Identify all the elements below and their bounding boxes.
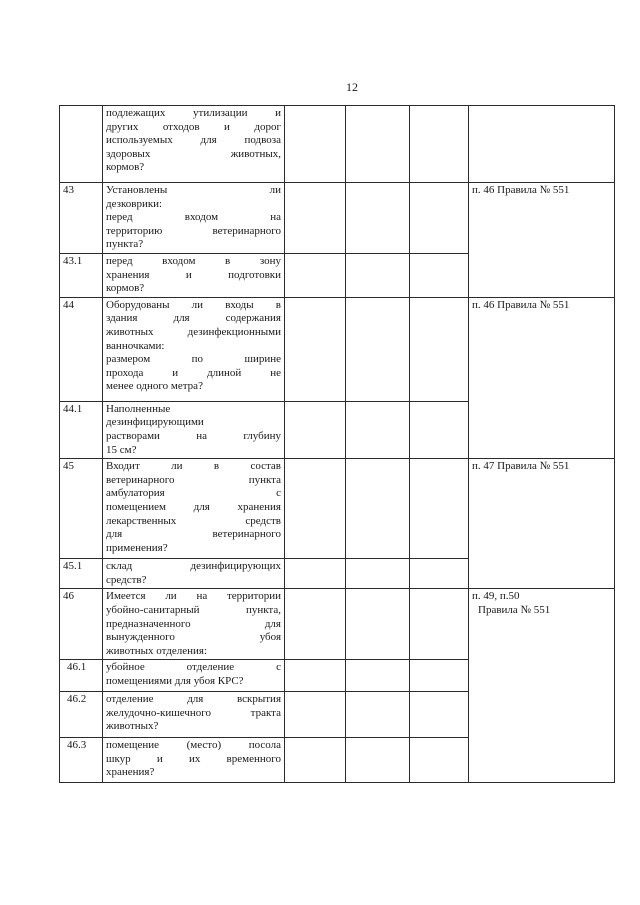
question-line: перед входом на: [106, 211, 281, 224]
row-number: 44: [60, 297, 103, 401]
answer-cell-no: [346, 253, 410, 297]
question-line: ветеринарного пункта: [106, 473, 281, 486]
row-number: 44.1: [60, 401, 103, 458]
question-line: Установлены ли: [106, 184, 281, 196]
answer-cell-no: [346, 401, 410, 458]
answer-cell-no: [346, 183, 410, 254]
question-line: Наполненные: [106, 402, 171, 415]
question-line: животных дезинфекционными: [106, 325, 281, 338]
question-line: здания для содержания: [106, 312, 281, 325]
answer-cell-yes: [285, 297, 346, 401]
answer-cell-yes: [285, 660, 346, 692]
row-question: [103, 183, 285, 254]
question-line: лекарственных средств: [106, 514, 281, 527]
table-row: [60, 297, 615, 401]
row-number: 45.1: [60, 559, 103, 589]
question-line: животных отделения:: [106, 644, 208, 657]
answer-cell-na: [410, 459, 469, 559]
row-reference: [469, 106, 615, 183]
table-row: [60, 183, 615, 254]
question-line: помещениями для убоя КРС?: [106, 674, 244, 687]
row-number: 46.2: [60, 692, 103, 738]
question-line: вынужденного убоя: [106, 631, 281, 644]
question-line: менее одного метра?: [106, 380, 203, 393]
row-reference: [469, 297, 615, 458]
answer-cell-na: [410, 297, 469, 401]
row-reference: [469, 459, 615, 589]
reference-line: п. 46 Правила № 551: [472, 298, 570, 311]
answer-cell-na: [410, 738, 469, 783]
question-line: склад дезинфицирующих: [106, 560, 281, 573]
question-line: Имеется ли на территории: [106, 590, 281, 603]
table-row: [60, 106, 615, 183]
question-line: Входит ли в состав: [106, 460, 281, 473]
row-reference: [469, 183, 615, 298]
table-row: [60, 589, 615, 660]
answer-cell-yes: [285, 738, 346, 783]
row-number: 43: [60, 183, 103, 254]
row-number: 46.3: [60, 738, 103, 783]
row-question: [103, 401, 285, 458]
question-line: перед входом в зону: [106, 254, 281, 267]
table-row: [60, 459, 615, 559]
question-line: прохода и длиной не: [106, 366, 281, 379]
question-line: 15 см?: [106, 443, 137, 456]
question-line: кормов?: [106, 282, 145, 295]
answer-cell-no: [346, 738, 410, 783]
question-line: подлежащих утилизации и: [106, 107, 281, 119]
answer-cell-na: [410, 692, 469, 738]
reference-line: Правила № 551: [478, 603, 551, 616]
question-line: территорию ветеринарного: [106, 224, 281, 237]
answer-cell-yes: [285, 589, 346, 660]
question-line: отделение для вскрытия: [106, 693, 281, 706]
question-line: помещение (место) посола: [106, 739, 281, 752]
row-question: [103, 559, 285, 589]
row-question: [103, 738, 285, 783]
question-line: убойное отделение с: [106, 661, 281, 674]
question-line: средств?: [106, 573, 147, 586]
reference-line: п. 46 Правила № 551: [472, 184, 570, 196]
row-question: [103, 253, 285, 297]
answer-cell-na: [410, 106, 469, 183]
question-line: дезковрики:: [106, 197, 163, 210]
reference-line: п. 49, п.50: [472, 590, 520, 603]
question-line: для ветеринарного: [106, 528, 281, 541]
reference-line: п. 47 Правила № 551: [472, 460, 570, 473]
question-line: амбулатория с: [106, 487, 281, 500]
answer-cell-no: [346, 589, 410, 660]
answer-cell-na: [410, 401, 469, 458]
question-line: животных?: [106, 720, 159, 733]
question-line: убойно-санитарный пункта,: [106, 603, 281, 616]
question-line: предназначенного для: [106, 617, 281, 630]
row-number: 43.1: [60, 253, 103, 297]
answer-cell-yes: [285, 401, 346, 458]
row-number: 46.1: [60, 660, 103, 692]
question-line: хранения?: [106, 766, 155, 779]
question-line: применения?: [106, 541, 168, 554]
answer-cell-yes: [285, 106, 346, 183]
question-line: растворами на глубину: [106, 429, 281, 442]
question-line: Оборудованы ли входы в: [106, 298, 281, 311]
page-number: 12: [346, 80, 358, 94]
row-question: [103, 660, 285, 692]
question-line: ванночками:: [106, 339, 165, 352]
question-line: хранения и подготовки: [106, 268, 281, 281]
answer-cell-no: [346, 459, 410, 559]
answer-cell-yes: [285, 459, 346, 559]
answer-cell-yes: [285, 692, 346, 738]
row-number: [60, 106, 103, 183]
answer-cell-na: [410, 183, 469, 254]
row-question: [103, 106, 285, 183]
answer-cell-na: [410, 660, 469, 692]
question-line: помещением для хранения: [106, 500, 281, 513]
row-number: 46: [60, 589, 103, 660]
row-question: [103, 459, 285, 559]
answer-cell-na: [410, 253, 469, 297]
question-line: желудочно-кишечного тракта: [106, 706, 281, 719]
row-number: 45: [60, 459, 103, 559]
question-line: здоровых животных,: [106, 147, 281, 160]
question-line: кормов?: [106, 161, 145, 174]
question-line: используемых для подвоза: [106, 134, 281, 147]
answer-cell-no: [346, 106, 410, 183]
row-question: [103, 297, 285, 401]
question-line: пункта?: [106, 238, 144, 251]
row-question: [103, 589, 285, 660]
answer-cell-no: [346, 660, 410, 692]
answer-cell-na: [410, 589, 469, 660]
checklist-table: [59, 105, 615, 783]
answer-cell-yes: [285, 183, 346, 254]
row-reference: [469, 589, 615, 783]
answer-cell-yes: [285, 253, 346, 297]
question-line: дезинфицирующими: [106, 416, 204, 429]
answer-cell-na: [410, 559, 469, 589]
question-line: шкур и их временного: [106, 752, 281, 765]
answer-cell-no: [346, 692, 410, 738]
question-line: размером по ширине: [106, 353, 281, 366]
answer-cell-no: [346, 297, 410, 401]
answer-cell-no: [346, 559, 410, 589]
question-line: других отходов и дорог: [106, 120, 281, 133]
answer-cell-yes: [285, 559, 346, 589]
row-question: [103, 692, 285, 738]
